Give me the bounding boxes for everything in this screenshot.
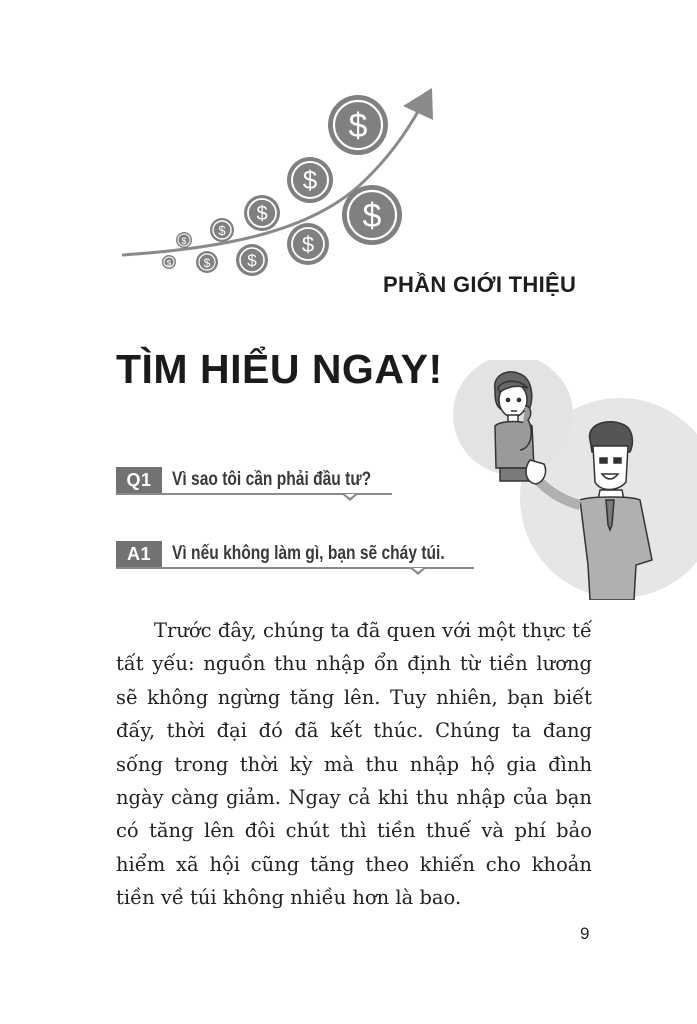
svg-text:$: $ (348, 107, 368, 145)
svg-text:$: $ (302, 165, 318, 195)
people-illustration (440, 360, 697, 600)
svg-text:$: $ (218, 223, 226, 238)
question-text: Vì sao tôi cần phải đầu tư? (172, 469, 372, 490)
svg-text:$: $ (203, 256, 211, 270)
svg-text:$: $ (362, 197, 382, 235)
pointer-icon (411, 569, 425, 575)
body-paragraph-container (116, 614, 592, 915)
answer-heading (116, 541, 474, 567)
pointer-icon (343, 495, 357, 501)
body-paragraph: Trước đây, chúng ta đã quen với một thực tế tất yếu: nguồn thu nhập ổn định từ tiền lương sẽ không ngừng tăng lên. Tuy nhiên, bạn biết đấy, thời đại đó đã kết thúc. Chúng ta đang sống trong thời kỳ mà thu nhập hộ gia đình ngày càng giảm. Ngay cả khi thu nhập của bạn có tăng lên đôi chút thì tiền thuế và phí bảo hiểm xã hội cũng tăng theo khiến cho khoản tiền về túi không nhiều hơn là bao. (116, 619, 592, 910)
question-badge: Q1 (116, 467, 162, 493)
svg-text:$: $ (247, 251, 257, 270)
section-label: PHẦN GIỚI THIỆU (383, 272, 577, 297)
page-number: 9 (580, 924, 590, 943)
svg-text:$: $ (256, 203, 268, 225)
page-title: TÌM HIỂU NGAY! (116, 346, 443, 392)
svg-text:$: $ (181, 236, 187, 246)
svg-text:$: $ (166, 259, 172, 268)
answer-badge: A1 (116, 541, 162, 567)
coin-icon (328, 95, 388, 155)
question-heading (116, 467, 392, 493)
rising-coins-arrow-icon (110, 80, 450, 280)
svg-text:$: $ (301, 232, 315, 257)
answer-text: Vì nếu không làm gì, bạn sẽ cháy túi. (172, 543, 445, 564)
